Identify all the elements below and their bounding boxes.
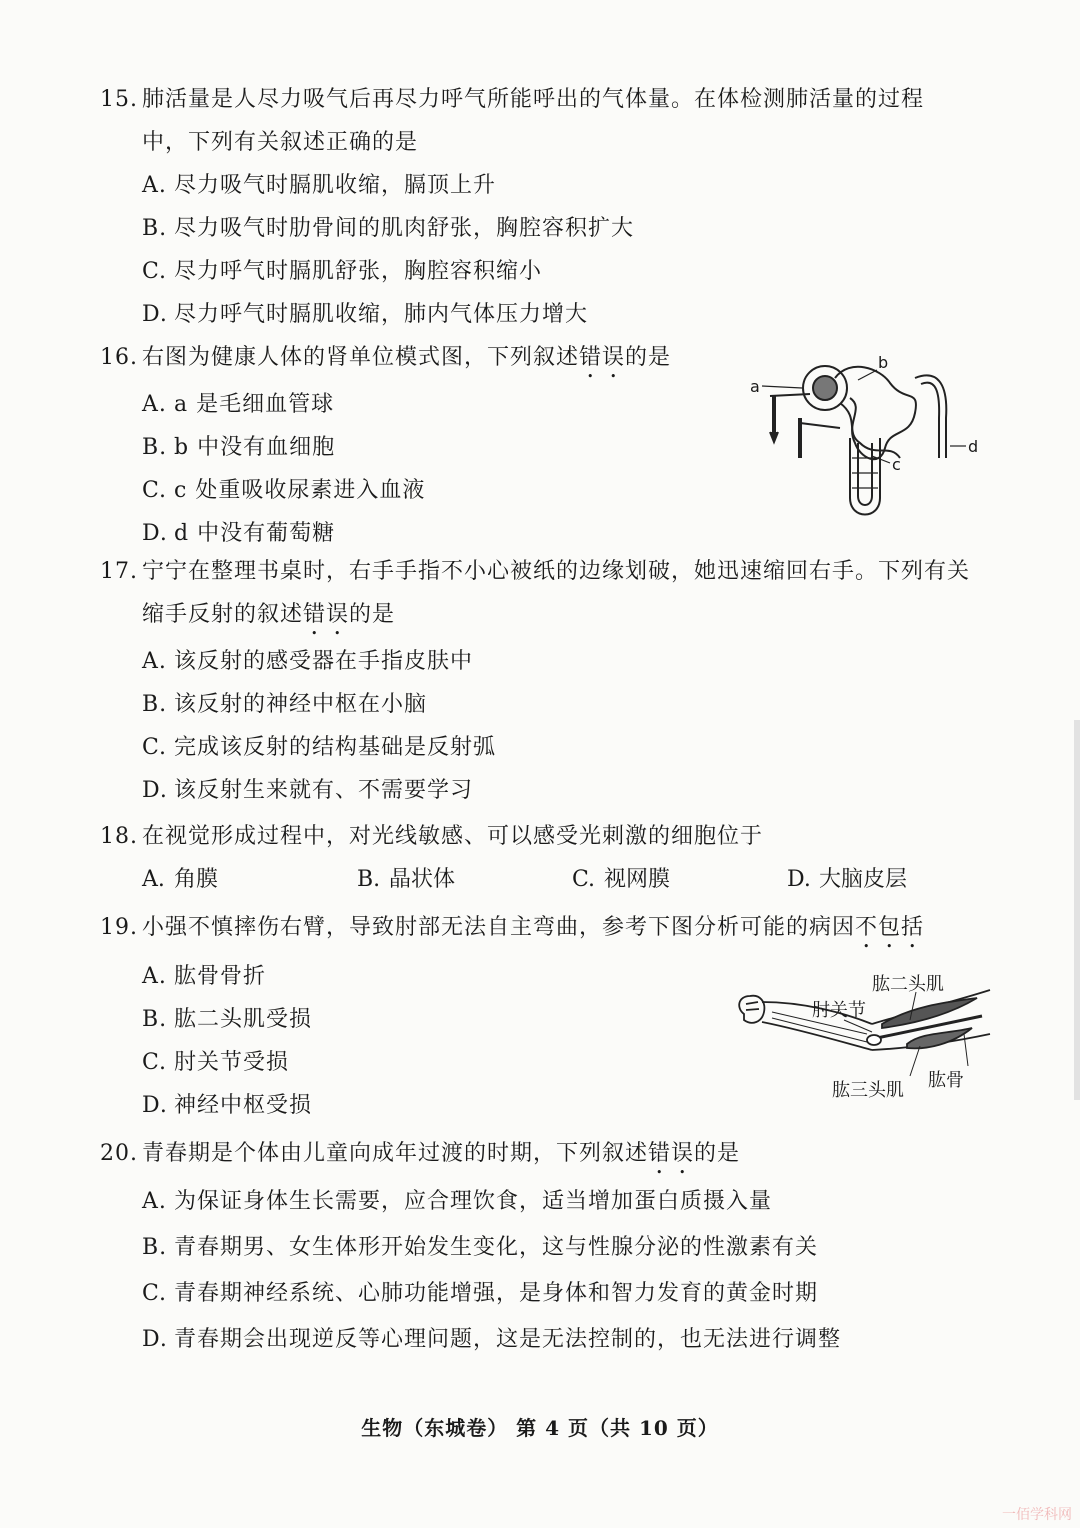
option-c: C. 肘关节受损 xyxy=(142,1050,290,1075)
question-number: 17. xyxy=(100,559,138,584)
arm-muscle-diagram xyxy=(732,962,1002,1110)
option-d: D. 该反射生来就有、不需要学习 xyxy=(142,778,474,803)
label-humerus: 肱骨 xyxy=(928,1070,964,1091)
option-c: C. c 处重吸收尿素进入血液 xyxy=(142,478,426,503)
option-d: D. 尽力呼气时膈肌收缩，肺内气体压力增大 xyxy=(142,302,589,327)
option-a: A. 该反射的感受器在手指皮肤中 xyxy=(142,649,474,674)
option-d: D. d 中没有葡萄糖 xyxy=(142,521,336,546)
option-b: B. 青春期男、女生体形开始发生变化，这与性腺分泌的性激素有关 xyxy=(142,1235,819,1260)
question-18 xyxy=(100,815,1030,901)
label-elbow: 肘关节 xyxy=(812,1000,866,1021)
question-stem: 16. 右图为健康人体的肾单位模式图，下列叙述错误的是 xyxy=(100,336,1030,383)
option-c: C. 尽力呼气时膈肌舒张，胸腔容积缩小 xyxy=(142,259,543,284)
option-b: B. 尽力吸气时肋骨间的肌肉舒张，胸腔容积扩大 xyxy=(142,216,635,241)
question-stem: 20. 青春期是个体由儿童向成年过渡的时期，下列叙述错误的是 xyxy=(100,1132,1060,1179)
label-b: b xyxy=(878,353,889,372)
emphasis-text: 错误 xyxy=(579,345,626,370)
option-a: A. 肱骨骨折 xyxy=(142,964,267,989)
option-d: D. 青春期会出现逆反等心理问题，这是无法控制的，也无法进行调整 xyxy=(142,1327,842,1352)
option-a: A. 为保证身体生长需要，应合理饮食，适当增加蛋白质摄入量 xyxy=(142,1189,773,1214)
question-number: 19. xyxy=(100,915,138,940)
option-c: C. 完成该反射的结构基础是反射弧 xyxy=(142,735,497,760)
question-17 xyxy=(100,550,1030,812)
question-20 xyxy=(100,1132,1060,1363)
option-b: B. 肱二头肌受损 xyxy=(142,1007,313,1032)
nephron-diagram xyxy=(740,348,980,528)
watermark: 一佰学科网 xyxy=(1002,1507,1072,1523)
label-c: c xyxy=(892,455,901,474)
option-a: A. 尽力吸气时膈肌收缩，膈顶上升 xyxy=(142,173,497,198)
option-a: A. a 是毛细血管球 xyxy=(142,392,335,417)
option-d: D. 神经中枢受损 xyxy=(142,1093,313,1118)
label-d: d xyxy=(968,437,979,456)
option-c: C. 青春期神经系统、心肺功能增强，是身体和智力发育的黄金时期 xyxy=(142,1281,819,1306)
question-stem: 19. 小强不慎摔伤右臂，导致肘部无法自主弯曲，参考下图分析可能的病因不包括 xyxy=(100,906,1030,953)
question-stem: 17. 宁宁在整理书桌时，右手手指不小心被纸的边缘划破，她迅速缩回右手。下列有关 缩手反射的叙述错误的是 xyxy=(100,550,1030,640)
option-a: A. 角膜 xyxy=(142,867,219,892)
question-number: 15. xyxy=(100,87,138,112)
emphasis-text: 错误 xyxy=(648,1141,695,1166)
glomerulus xyxy=(813,376,837,400)
question-stem: 18. 在视觉形成过程中，对光线敏感、可以感受光刺激的细胞位于 xyxy=(100,815,1030,858)
emphasis-text: 不包括 xyxy=(855,915,925,940)
question-number: 20. xyxy=(100,1141,138,1166)
label-a: a xyxy=(750,377,760,396)
option-c: C. 视网膜 xyxy=(572,867,671,892)
question-stem: 15. 肺活量是人尽力吸气后再尽力呼气所能呼出的气体量。在体检测肺活量的过程 中，下列有关叙述正确的是 xyxy=(100,78,1030,164)
option-row xyxy=(100,858,1030,901)
question-number: 18. xyxy=(100,824,138,849)
scan-edge-shadow xyxy=(1074,720,1080,1100)
option-b: B. b 中没有血细胞 xyxy=(142,435,336,460)
question-number: 16. xyxy=(100,345,138,370)
option-b: B. 晶状体 xyxy=(357,867,456,892)
option-b: B. 该反射的神经中枢在小脑 xyxy=(142,692,428,717)
emphasis-text: 错误 xyxy=(303,602,350,627)
question-15 xyxy=(100,78,1030,336)
page-footer: 生物（东城卷） 第 4 页（共 10 页） xyxy=(361,1416,719,1440)
label-triceps: 肱三头肌 xyxy=(832,1080,904,1101)
label-biceps: 肱二头肌 xyxy=(872,974,944,995)
option-d: D. 大脑皮层 xyxy=(787,867,908,892)
